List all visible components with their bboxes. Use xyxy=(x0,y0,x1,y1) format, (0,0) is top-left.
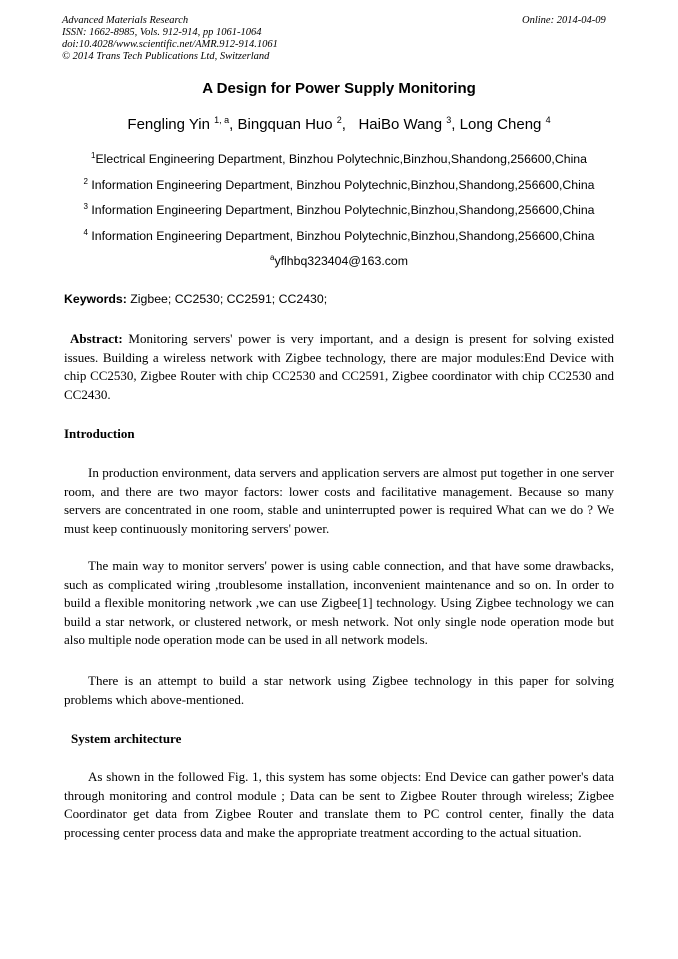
online-date: Online: 2014-04-09 xyxy=(522,15,606,26)
author-sup: 4 xyxy=(545,115,551,125)
affiliation-text: Electrical Engineering Department, Binzhou Polytechnic,Binzhou,Shandong,256600,China xyxy=(95,152,587,167)
paragraph: In production environment, data servers and application servers are almost put together in one server room, and there are two mayor factors: lower costs and facilitative management. Because so many servers are concentrated in one room, stable and uninterrupted power is required What can we do ? We must keep continuously monitoring servers' power. xyxy=(64,465,614,536)
affiliation-sup: 2 xyxy=(83,177,88,186)
paragraph: There is an attempt to build a star network using Zigbee technology in this paper for solving problems which above-mentioned. xyxy=(64,673,614,707)
author-email xyxy=(0,253,678,268)
keywords-label: Keywords: xyxy=(64,292,127,306)
abstract xyxy=(64,330,614,404)
keywords xyxy=(64,292,327,306)
affiliation xyxy=(0,202,678,217)
journal-doi: doi:10.4028/www.scientific.net/AMR.912-914.1061 xyxy=(62,39,278,50)
author-name: Long Cheng xyxy=(459,116,542,133)
keywords-text: Zigbee; CC2530; CC2591; CC2430; xyxy=(126,292,328,306)
journal-copyright: © 2014 Trans Tech Publications Ltd, Switzerland xyxy=(62,51,270,62)
affiliation-text: Information Engineering Department, Binzhou Polytechnic,Binzhou,Shandong,256600,China xyxy=(87,203,595,218)
affiliation-text: Information Engineering Department, Binzhou Polytechnic,Binzhou,Shandong,256600,China xyxy=(87,229,595,244)
author-sup: 3 xyxy=(446,115,452,125)
affiliation xyxy=(0,228,678,243)
section-heading: System architecture xyxy=(71,731,182,746)
section-heading: Introduction xyxy=(64,426,135,441)
author-name: Fengling Yin xyxy=(127,116,210,133)
author-sup: 2 xyxy=(336,115,342,125)
author-name: HaiBo Wang xyxy=(358,116,443,133)
affiliation-sup: 1 xyxy=(91,151,96,160)
affiliation xyxy=(0,177,678,192)
author-sup: 1, a xyxy=(214,115,230,125)
abstract-label: Abstract: xyxy=(70,331,123,346)
author-list: Fengling Yin $^{1, a}$, Bingquan Huo $^2$, HaiBo Wang $^3$, Long Cheng $^4$ xyxy=(127,115,551,133)
author-name: Bingquan Huo xyxy=(237,116,333,133)
affiliation-text: Information Engineering Department, Binzhou Polytechnic,Binzhou,Shandong,256600,China xyxy=(87,178,595,193)
paragraph: As shown in the followed Fig. 1, this system has some objects: End Device can gather power's data through monitoring and control module ; Data can be sent to Zigbee Router through wireless; Zigbee Coordinator get data from Zigbee Router and translate them to PC control center, finally the data processing center process data and make the appropriate treatment according to the actual situation. xyxy=(64,769,614,840)
affiliation-sup: 3 xyxy=(83,202,88,211)
affiliation-sup: 4 xyxy=(83,228,88,237)
journal-header xyxy=(62,15,278,63)
abstract-text: Monitoring servers' power is very important, and a design is present for solving existed issues. Building a wireless network with Zigbee technology, there are major modules:End Device with chip CC2530, Zigbee Router with chip CC2530 and CC2591, Zigbee coordinator with chip CC2530 and CC2430. xyxy=(64,331,614,402)
paragraph: The main way to monitor servers' power is using cable connection, and that have some drawbacks, such as complicated wiring ,troublesome installation, inconvenient maintenance and so on. In order to build a flexible monitoring network ,we can use Zigbee[1] technology. Using Zigbee technology we can build a star network, or clustered network, or mesh network. Not only single node operation mode but also multiple node operation mode can be used in all network models. xyxy=(64,558,614,648)
affiliation xyxy=(0,151,678,166)
email-text: yflhbq323404@163.com xyxy=(274,254,408,269)
paper-title: A Design for Power Supply Monitoring xyxy=(202,80,476,97)
journal-name: Advanced Materials Research xyxy=(62,15,189,26)
email-sup: a xyxy=(270,253,275,262)
journal-issn: ISSN: 1662-8985, Vols. 912-914, pp 1061-1064 xyxy=(62,27,262,38)
